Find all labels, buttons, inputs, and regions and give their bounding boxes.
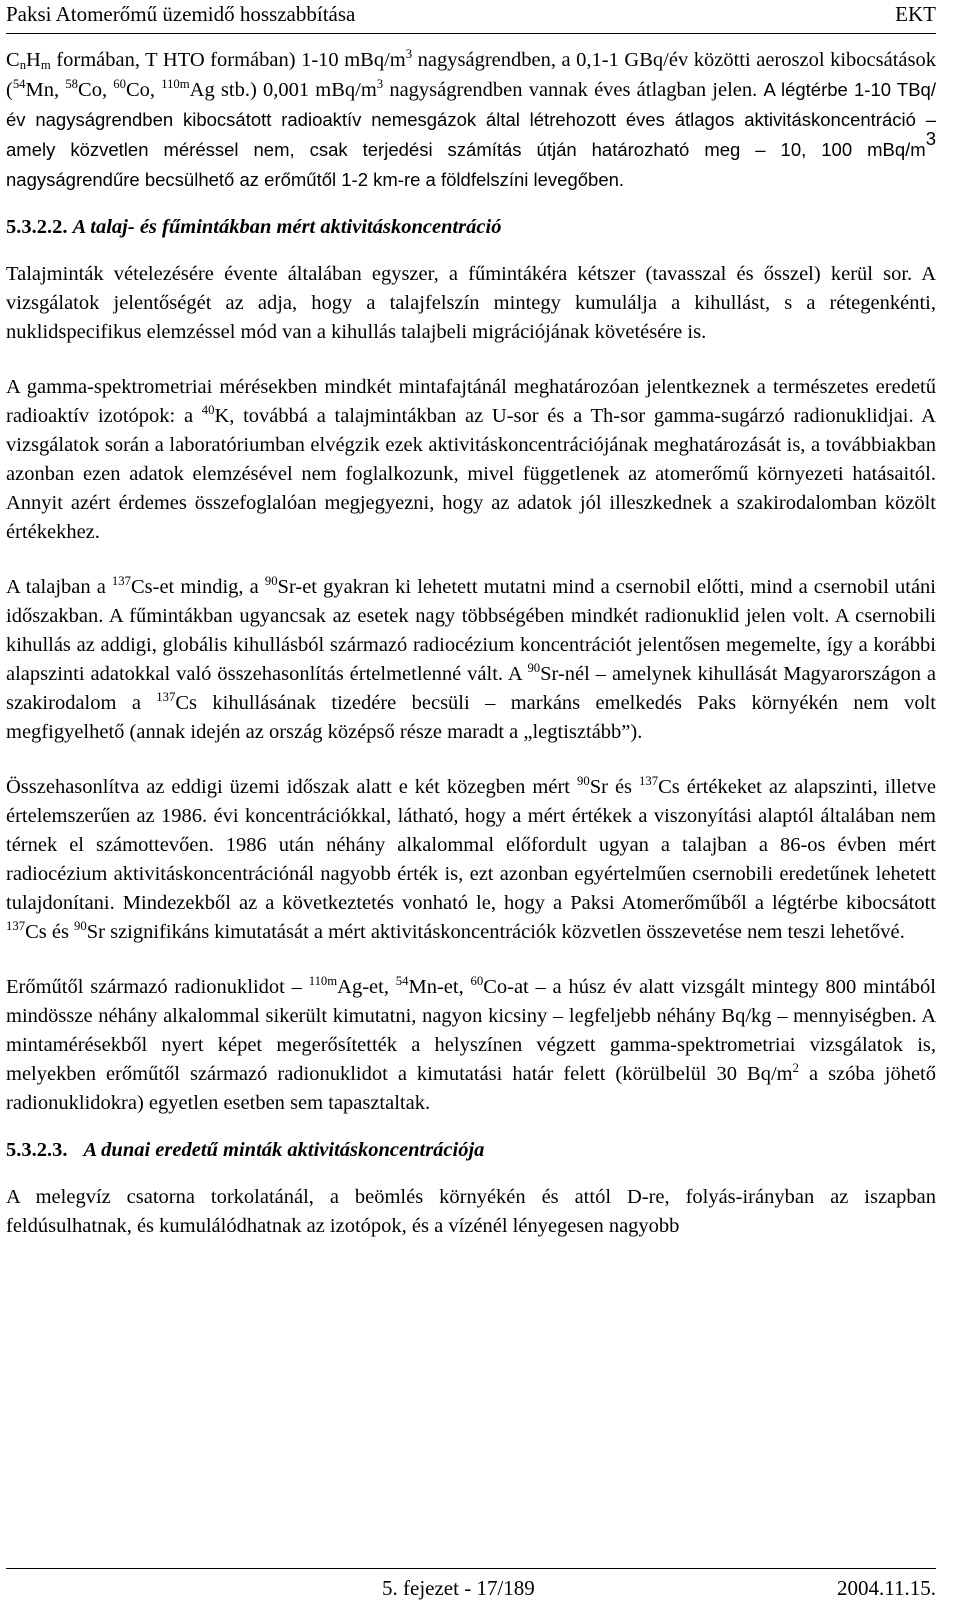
paragraph-warm-water-channel: A melegvíz csatorna torkolatánál, a beömlés környékén és attól D-re, folyás-irányban az iszapban feldúsulhatnak, és kumulálódhatnak az izotópok, és a vízénél lényegesen nagyobb (6, 1186, 936, 1237)
page-header (6, 0, 936, 34)
paragraph-emissions: $C_nH_m$ formában, T HTO formában) 1-10 mBq/$m^3$ nagyságrendben, a 0,1-1 GBq/év közötti aeroszol kibocsátások ($^{54}$Mn, $^{58}$Co, $^{60}$Co, $^{110m}$Ag stb.) 0,001 mBq/$m^3$ nagyságrendben vannak éves átlagban jelen. A légtérbe 1-10 TBq/év nagyságrendben kibocsátott radioaktív nemesgázok által létrehozott éves átlagos aktivitáskoncentráció – amely közvetlen méréssel nem, csak terjedési számítás útján határozható meg – 10, 100 mBq/$m^3$ nagyságrendűre becsülhető az erőműtől 1-2 km-re a földfelszíni levegőben. (6, 47, 936, 190)
paragraph-comparison: Összehasonlítva az eddigi üzemi időszak alatt e két közegben mért $^{90}$Sr és $^{137}$Cs értékeket az alapszinti, illetve értelemszerűen az 1986. évi koncentrációkkal, látható, hogy a mért értékek a viszonyítási alaptól általában nem térnek el számottevően. 1986 után néhány alkalommal előfordult ugyan a talajban a 86-os évben mért radiocézium aktivitáskoncentrációnál nagyobb érték is, ezt azonban egyértelműen csernobili eredetűnek lehetett tulajdonítani. Mindezekből az a következtetés vonható le, hogy a Paksi Atomerőműből a légtérbe kibocsátott $^{137}$Cs és $^{90}$Sr szignifikáns kimutatását a mért aktivitáskoncentrációk közvetlen összevetése nem teszi lehetővé. (6, 774, 936, 943)
paragraph-gamma-spectrometry: A gamma-spektrometriai mérésekben mindkét mintafajtánál meghatározóan jelentkeznek a természetes eredetű radioaktív izotópok: a $^{40}$K, továbbá a talajmintákban az U-sor és a Th-sor gamma-sugárzó radionuklidjai. A vizsgálatok során a laboratóriumban elvégzik ezek aktivitáskoncentrációjának meghatározását is, a továbbiakban azonban ezen adatok elemzésével nem foglalkozunk, mivel függetlenek az atomerőmű környezeti hatásaitól. Annyit azért érdemes összefoglalóan megjegyezni, hogy az adatok jól illeszkednek a szakirodalomban közölt értékekhez. (6, 376, 936, 543)
page-footer (6, 1568, 936, 1603)
paragraph-plant-radionuclides: Erőműtől származó radionuklidot – $^{110m}$Ag-et, $^{54}$Mn-et, $^{60}$Co-at – a húsz év alatt vizsgált mintegy 800 mintából mindössze néhány alkalommal sikerült kimutatni, nagyon kicsiny – legfeljebb néhány Bq/kg – mennyiségben. A mintamérésekből nyert képet megerősítették a helyszínen végzett gamma-spektrometriai vizsgálatok is, melyekben erőműtől származó radionuklidot a kimutatási határ felett (körülbelül 30 $Bq/m^2$ a szóba jöhető radionuklidokra) egyetlen esetben sem tapasztaltak. (6, 974, 937, 1114)
section-heading-soil-grass: 5.3.2.2. A talaj- és fűmintákban mért aktivitáskoncentráció (6, 216, 502, 238)
document-code: EKT (895, 2, 936, 26)
paragraph-soil-cesium: A talajban a $^{137}$Cs-et mindig, a $^{90}$Sr-et gyakran ki lehetett mutatni mind a csernobil előtti, mind a csernobil utáni időszakban. A fűmintákban ugyancsak az esetek nagy többségében mindkét radionuklid jelen volt. A csernobili kihullás az addigi, globális kihullásból származó radiocézium koncentrációt jelentősen megemelte, így a korábbi alapszinti adatokkal való összehasonlítás értelmetlenné vált. A $^{90}$Sr-nél – amelynek kihullását Magyarországon a szakirodalom a $^{137}$Cs kihullásának tizedére becsüli – markáns emelkedés Paks környékén nem volt megfigyelhető (annak idején az ország középső része maradt a „legtisztább”). (6, 574, 937, 743)
document-date: 2004.11.15. (837, 1576, 936, 1600)
page-content (6, 46, 936, 1241)
page-number: 5. fejezet - 17/189 (382, 1576, 535, 1600)
section-heading-danube: 5.3.2.3. A dunai eredetű minták aktivitáskoncentrációja (6, 1139, 485, 1161)
paragraph-sampling: Talajminták vételezésére évente általában egyszer, a fűmintákéra kétszer (tavasszal és ősszel) kerül sor. A vizsgálatok jelentőségét az adja, hogy a talajfelszín mintegy kumulálja a kihullást, s a rétegenkénti, nuklidspecifikus elemzéssel mód van a kihullás talajbeli migrációjának követésére is. (6, 263, 936, 343)
document-title: Paksi Atomerőmű üzemidő hosszabbítása (6, 2, 356, 26)
